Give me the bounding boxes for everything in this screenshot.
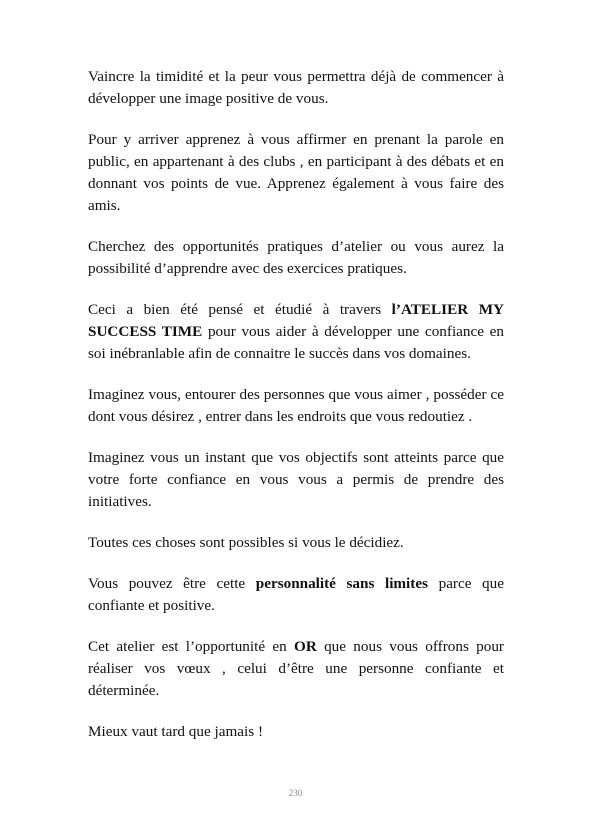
text-run: Cherchez des opportunités pratiques d’atelier ou vous aurez la possibilité d’apprendre avec des exercices pratiques. <box>88 238 504 277</box>
text-run: Cet atelier est l’opportunité en <box>88 638 294 655</box>
paragraph <box>88 129 504 217</box>
bold-text-run: personnalité sans limites <box>255 575 428 592</box>
text-run: que nous vous offrons pour réaliser vos vœux , celui d’être une personne confiante et déterminée. <box>88 638 504 699</box>
page-number: 230 <box>288 788 303 798</box>
paragraph <box>88 721 504 743</box>
paragraph <box>88 447 504 513</box>
text-run: parce que confiante et positive. <box>88 575 504 614</box>
text-run: Vaincre la timidité et la peur vous permettra déjà de commencer à développer une image positive de vous. <box>88 68 504 107</box>
body-text <box>88 66 504 762</box>
text-run: Imaginez vous, entourer des personnes que vous aimer , posséder ce dont vous désirez , entrer dans les endroits que vous redoutiez . <box>88 386 504 425</box>
text-run: Pour y arriver apprenez à vous affirmer en prenant la parole en public, en appartenant à des clubs , en participant à des débats et en donnant vos points de vue. Apprenez également à vous faire des amis. <box>88 131 504 214</box>
bold-text-run: OR <box>294 638 317 655</box>
text-run: pour vous aider à développer une confiance en soi inébranlable afin de connaitre le succès dans vos domaines. <box>88 323 504 362</box>
paragraph <box>88 236 504 280</box>
text-run: Ceci a bien été pensé et étudié à travers <box>88 301 392 318</box>
paragraph <box>88 573 504 617</box>
paragraph <box>88 299 504 365</box>
paragraph <box>88 532 504 554</box>
bold-text-run: l’ATELIER MY SUCCESS TIME <box>88 301 504 340</box>
text-run: Vous pouvez être cette <box>88 575 256 592</box>
text-run: Imaginez vous un instant que vos objectifs sont atteints parce que votre forte confiance en vous vous a permis de prendre des initiatives. <box>88 449 504 510</box>
paragraph <box>88 636 504 702</box>
paragraph <box>88 384 504 428</box>
text-run: Toutes ces choses sont possibles si vous le décidiez. <box>88 534 404 551</box>
paragraph <box>88 66 504 110</box>
text-run: Mieux vaut tard que jamais ! <box>88 723 264 740</box>
